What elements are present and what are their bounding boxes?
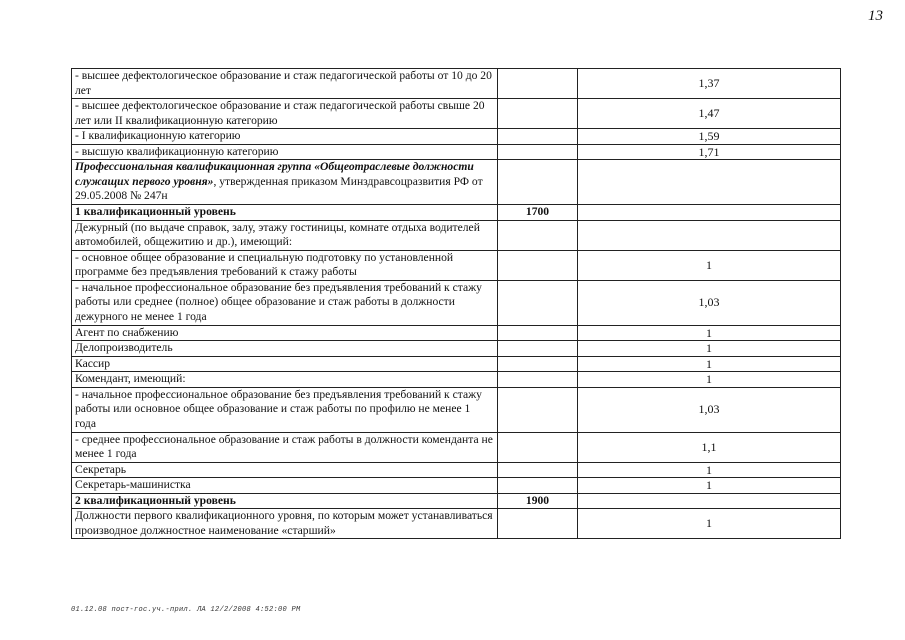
table-row: [72, 220, 841, 250]
coefficient-cell: 1,37: [578, 69, 841, 99]
level-cell: 1 квалификационный уровень: [72, 205, 498, 221]
salary-cell: [498, 129, 578, 145]
coefficient-cell: 1,47: [578, 99, 841, 129]
position-cell: Комендант, имеющий:: [72, 372, 498, 388]
page-number: 13: [868, 8, 883, 24]
coefficient-cell: 1: [578, 478, 841, 494]
salary-cell: [498, 509, 578, 539]
position-cell: - высшее дефектологическое образование и стаж педагогической работы от 10 до 20 лет: [72, 69, 498, 99]
salary-cell: [498, 356, 578, 372]
position-cell: Должности первого квалификационного уровня, по которым может устанавливаться производное должностное наименование «старший»: [72, 509, 498, 539]
position-cell: - I квалификационную категорию: [72, 129, 498, 145]
coefficient-cell: 1,03: [578, 280, 841, 325]
table-row: [72, 387, 841, 432]
salary-cell: [498, 372, 578, 388]
table-row: [72, 144, 841, 160]
table-row: [72, 280, 841, 325]
position-cell: Секретарь-машинистка: [72, 478, 498, 494]
salary-cell: [498, 220, 578, 250]
salary-table: [71, 68, 841, 539]
coefficient-cell: 1,1: [578, 432, 841, 462]
position-cell: - высшую квалификационную категорию: [72, 144, 498, 160]
salary-cell: 1700: [498, 205, 578, 221]
table-row: [72, 432, 841, 462]
salary-cell: [498, 160, 578, 205]
table-row: [72, 69, 841, 99]
table-row: [72, 356, 841, 372]
table-row: [72, 462, 841, 478]
coefficient-cell: 1: [578, 509, 841, 539]
salary-cell: 1900: [498, 493, 578, 509]
table-row: [72, 325, 841, 341]
position-cell: Агент по снабжению: [72, 325, 498, 341]
salary-cell: [498, 69, 578, 99]
coefficient-cell: 1,59: [578, 129, 841, 145]
coefficient-cell: [578, 205, 841, 221]
salary-cell: [498, 387, 578, 432]
group-header-row: [72, 160, 841, 205]
position-cell: - среднее профессиональное образование и стаж работы в должности коменданта не менее 1 года: [72, 432, 498, 462]
position-cell: Кассир: [72, 356, 498, 372]
salary-cell: [498, 432, 578, 462]
table-row: [72, 99, 841, 129]
salary-cell: [498, 99, 578, 129]
coefficient-cell: 1: [578, 462, 841, 478]
group-title: Профессиональная квалификационная группа «Общеотраслевые должности служащих первого уровня»: [75, 160, 474, 188]
coefficient-cell: [578, 493, 841, 509]
level-row: [72, 493, 841, 509]
print-footer: 01.12.08 пост-гос.уч.-прил. ЛА 12/2/2008 4:52:00 PM: [71, 606, 301, 614]
position-cell: Дежурный (по выдаче справок, залу, этажу гостиницы, комнате отдыха водителей автомобилей, общежитию и др.), имеющий:: [72, 220, 498, 250]
position-cell: - высшее дефектологическое образование и стаж педагогической работы свыше 20 лет или II квалификационную категорию: [72, 99, 498, 129]
table-row: [72, 341, 841, 357]
table-row: [72, 478, 841, 494]
group-header-cell: [72, 160, 498, 205]
salary-cell: [498, 478, 578, 494]
coefficient-cell: 1: [578, 372, 841, 388]
salary-cell: [498, 325, 578, 341]
coefficient-cell: 1,71: [578, 144, 841, 160]
coefficient-cell: [578, 220, 841, 250]
position-cell: - начальное профессиональное образование без предъявления требований к стажу работы или основное общее образование и стаж работы по профилю не менее 1 года: [72, 387, 498, 432]
salary-cell: [498, 250, 578, 280]
table-row: [72, 129, 841, 145]
level-cell: 2 квалификационный уровень: [72, 493, 498, 509]
table-row: [72, 372, 841, 388]
salary-cell: [498, 341, 578, 357]
salary-cell: [498, 280, 578, 325]
table-row: [72, 250, 841, 280]
coefficient-cell: 1: [578, 341, 841, 357]
position-cell: - начальное профессиональное образование без предъявления требований к стажу работы или среднее (полное) общее образование и стаж работы в должности дежурного не менее 1 года: [72, 280, 498, 325]
salary-cell: [498, 462, 578, 478]
coefficient-cell: [578, 160, 841, 205]
coefficient-cell: 1,03: [578, 387, 841, 432]
salary-cell: [498, 144, 578, 160]
table-row: [72, 509, 841, 539]
group-order-text: , утвержденная приказом Минздравсоцразвития РФ от 29.05.2008 № 247н: [75, 174, 483, 203]
level-row: [72, 205, 841, 221]
position-cell: Секретарь: [72, 462, 498, 478]
coefficient-cell: 1: [578, 356, 841, 372]
position-cell: - основное общее образование и специальную подготовку по установленной программе без предъявления требований к стажу работы: [72, 250, 498, 280]
coefficient-cell: 1: [578, 250, 841, 280]
position-cell: Делопроизводитель: [72, 341, 498, 357]
coefficient-cell: 1: [578, 325, 841, 341]
